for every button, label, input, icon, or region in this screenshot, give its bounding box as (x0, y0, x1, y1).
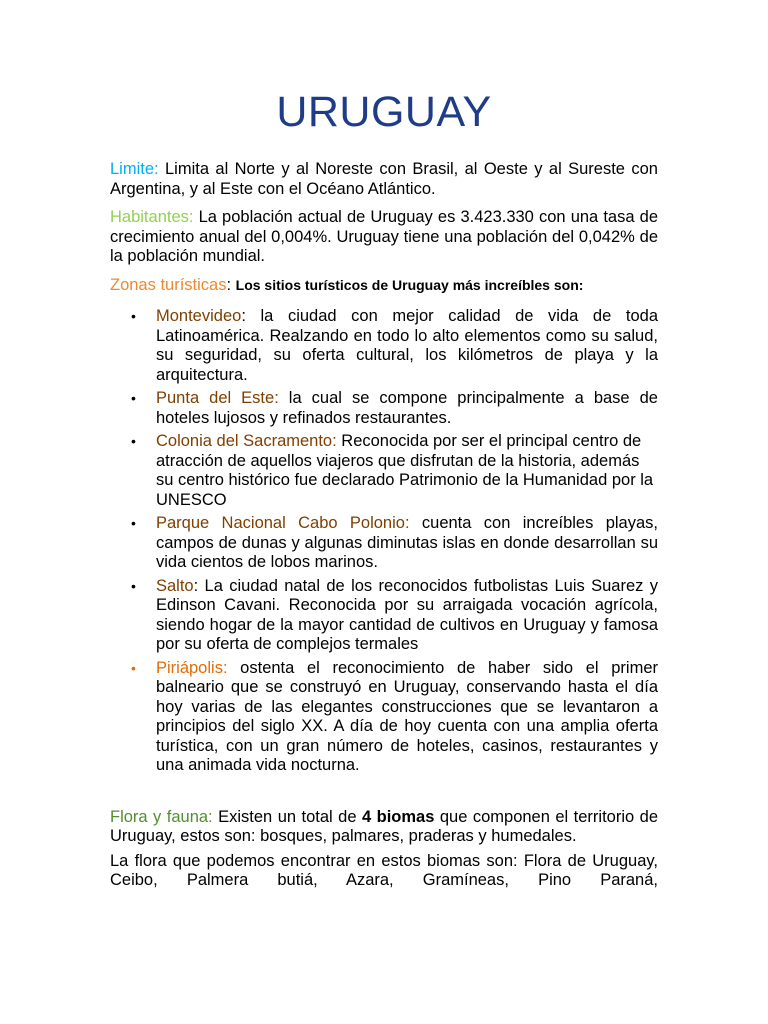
site-name: Montevideo (156, 307, 242, 325)
flora-label: Flora y fauna: (110, 807, 213, 826)
zonas-paragraph (110, 276, 658, 296)
list-item (110, 432, 658, 510)
zonas-label: Zonas turísticas (110, 275, 227, 294)
limite-text: Limita al Norte y al Noreste con Brasil, al Oeste y al Sureste con Argentina, y al Este con el Océano Atlántico. (110, 160, 658, 198)
zonas-intro: Los sitios turísticos de Uruguay más increíbles son: (235, 276, 584, 293)
habitantes-label: Habitantes: (110, 208, 194, 226)
bullet-icon: • (131, 308, 136, 324)
limite-paragraph (110, 160, 658, 199)
site-name: Colonia del Sacramento: (156, 432, 337, 450)
site-text: : la ciudad con mejor calidad de vida de toda Latinoamérica. Realzando en todo lo alto elementos como su salud, su seguridad, su oferta cultural, los kilómetros de playa y la arquitectura. (156, 307, 658, 384)
list-item (110, 307, 658, 385)
site-text: Reconocida por ser el principal centro de atracción de aquellos viajeros que disfrutan de la historia, además su centro histórico fue declarado Patrimonio de la Humanidad por la UNESCO (156, 432, 654, 509)
tourist-sites-list (110, 307, 658, 776)
flora-paragraph (110, 808, 658, 847)
site-name: Punta del Este: (156, 389, 279, 407)
zonas-colon: : (226, 275, 232, 294)
flora-second-paragraph: La flora que podemos encontrar en estos biomas son: Flora de Uruguay, Ceibo, Palmera butiá, Azara, Gramíneas, Pino Paraná, (110, 851, 658, 889)
habitantes-text: La población actual de Uruguay es 3.423.330 con una tasa de crecimiento anual del 0,004%. Uruguay tiene una población del 0,042% de la población mundial. (110, 208, 658, 265)
limite-label: Limite: (110, 160, 159, 178)
site-text: : La ciudad natal de los reconocidos futbolistas Luis Suarez y Edinson Cavani. Reconocida por su arraigada vocación agrícola, siendo hogar de la mayor cantidad de cultivos en Uruguay y famosa por su oferta de complejos termales (156, 576, 658, 653)
site-name: Salto (156, 576, 194, 595)
bullet-icon: • (131, 515, 136, 531)
list-item (110, 659, 658, 776)
bullet-icon: • (131, 390, 136, 406)
site-name: Parque Nacional Cabo Polonio: (156, 514, 410, 532)
bullet-icon: • (131, 433, 136, 449)
document-body (110, 86, 658, 900)
flora-biomas-count: 4 biomas (361, 807, 435, 826)
spacer (110, 780, 658, 808)
site-text: la cual se compone principalmente a base de hoteles lujosos y refinados restaurantes. (156, 389, 658, 427)
bullet-icon: • (131, 659, 136, 676)
site-name: Piriápolis: (156, 658, 228, 677)
flora-text-after: que componen el territorio de Uruguay, estos son: bosques, palmares, praderas y humedales. (110, 807, 658, 845)
list-item (110, 577, 658, 655)
site-text: cuenta con increíbles playas, campos de dunas y algunas diminutas islas en donde desarrollan su vida cientos de lobos marinos. (156, 514, 658, 571)
bullet-icon: • (131, 577, 136, 594)
page-title: URUGUAY (276, 88, 492, 136)
site-text: ostenta el reconocimiento de haber sido el primer balneario que se construyó en Uruguay, conservando hasta el día hoy varias de las elegantes construcciones que se levantaron a principios del siglo XX. A día de hoy cuenta con una amplia oferta turística, con un gran número de hoteles, casinos, restaurantes y una animada vida nocturna. (156, 658, 658, 774)
list-item (110, 389, 658, 428)
habitantes-paragraph (110, 208, 658, 267)
list-item (110, 514, 658, 573)
flora-text-before: Existen un total de (212, 807, 362, 826)
